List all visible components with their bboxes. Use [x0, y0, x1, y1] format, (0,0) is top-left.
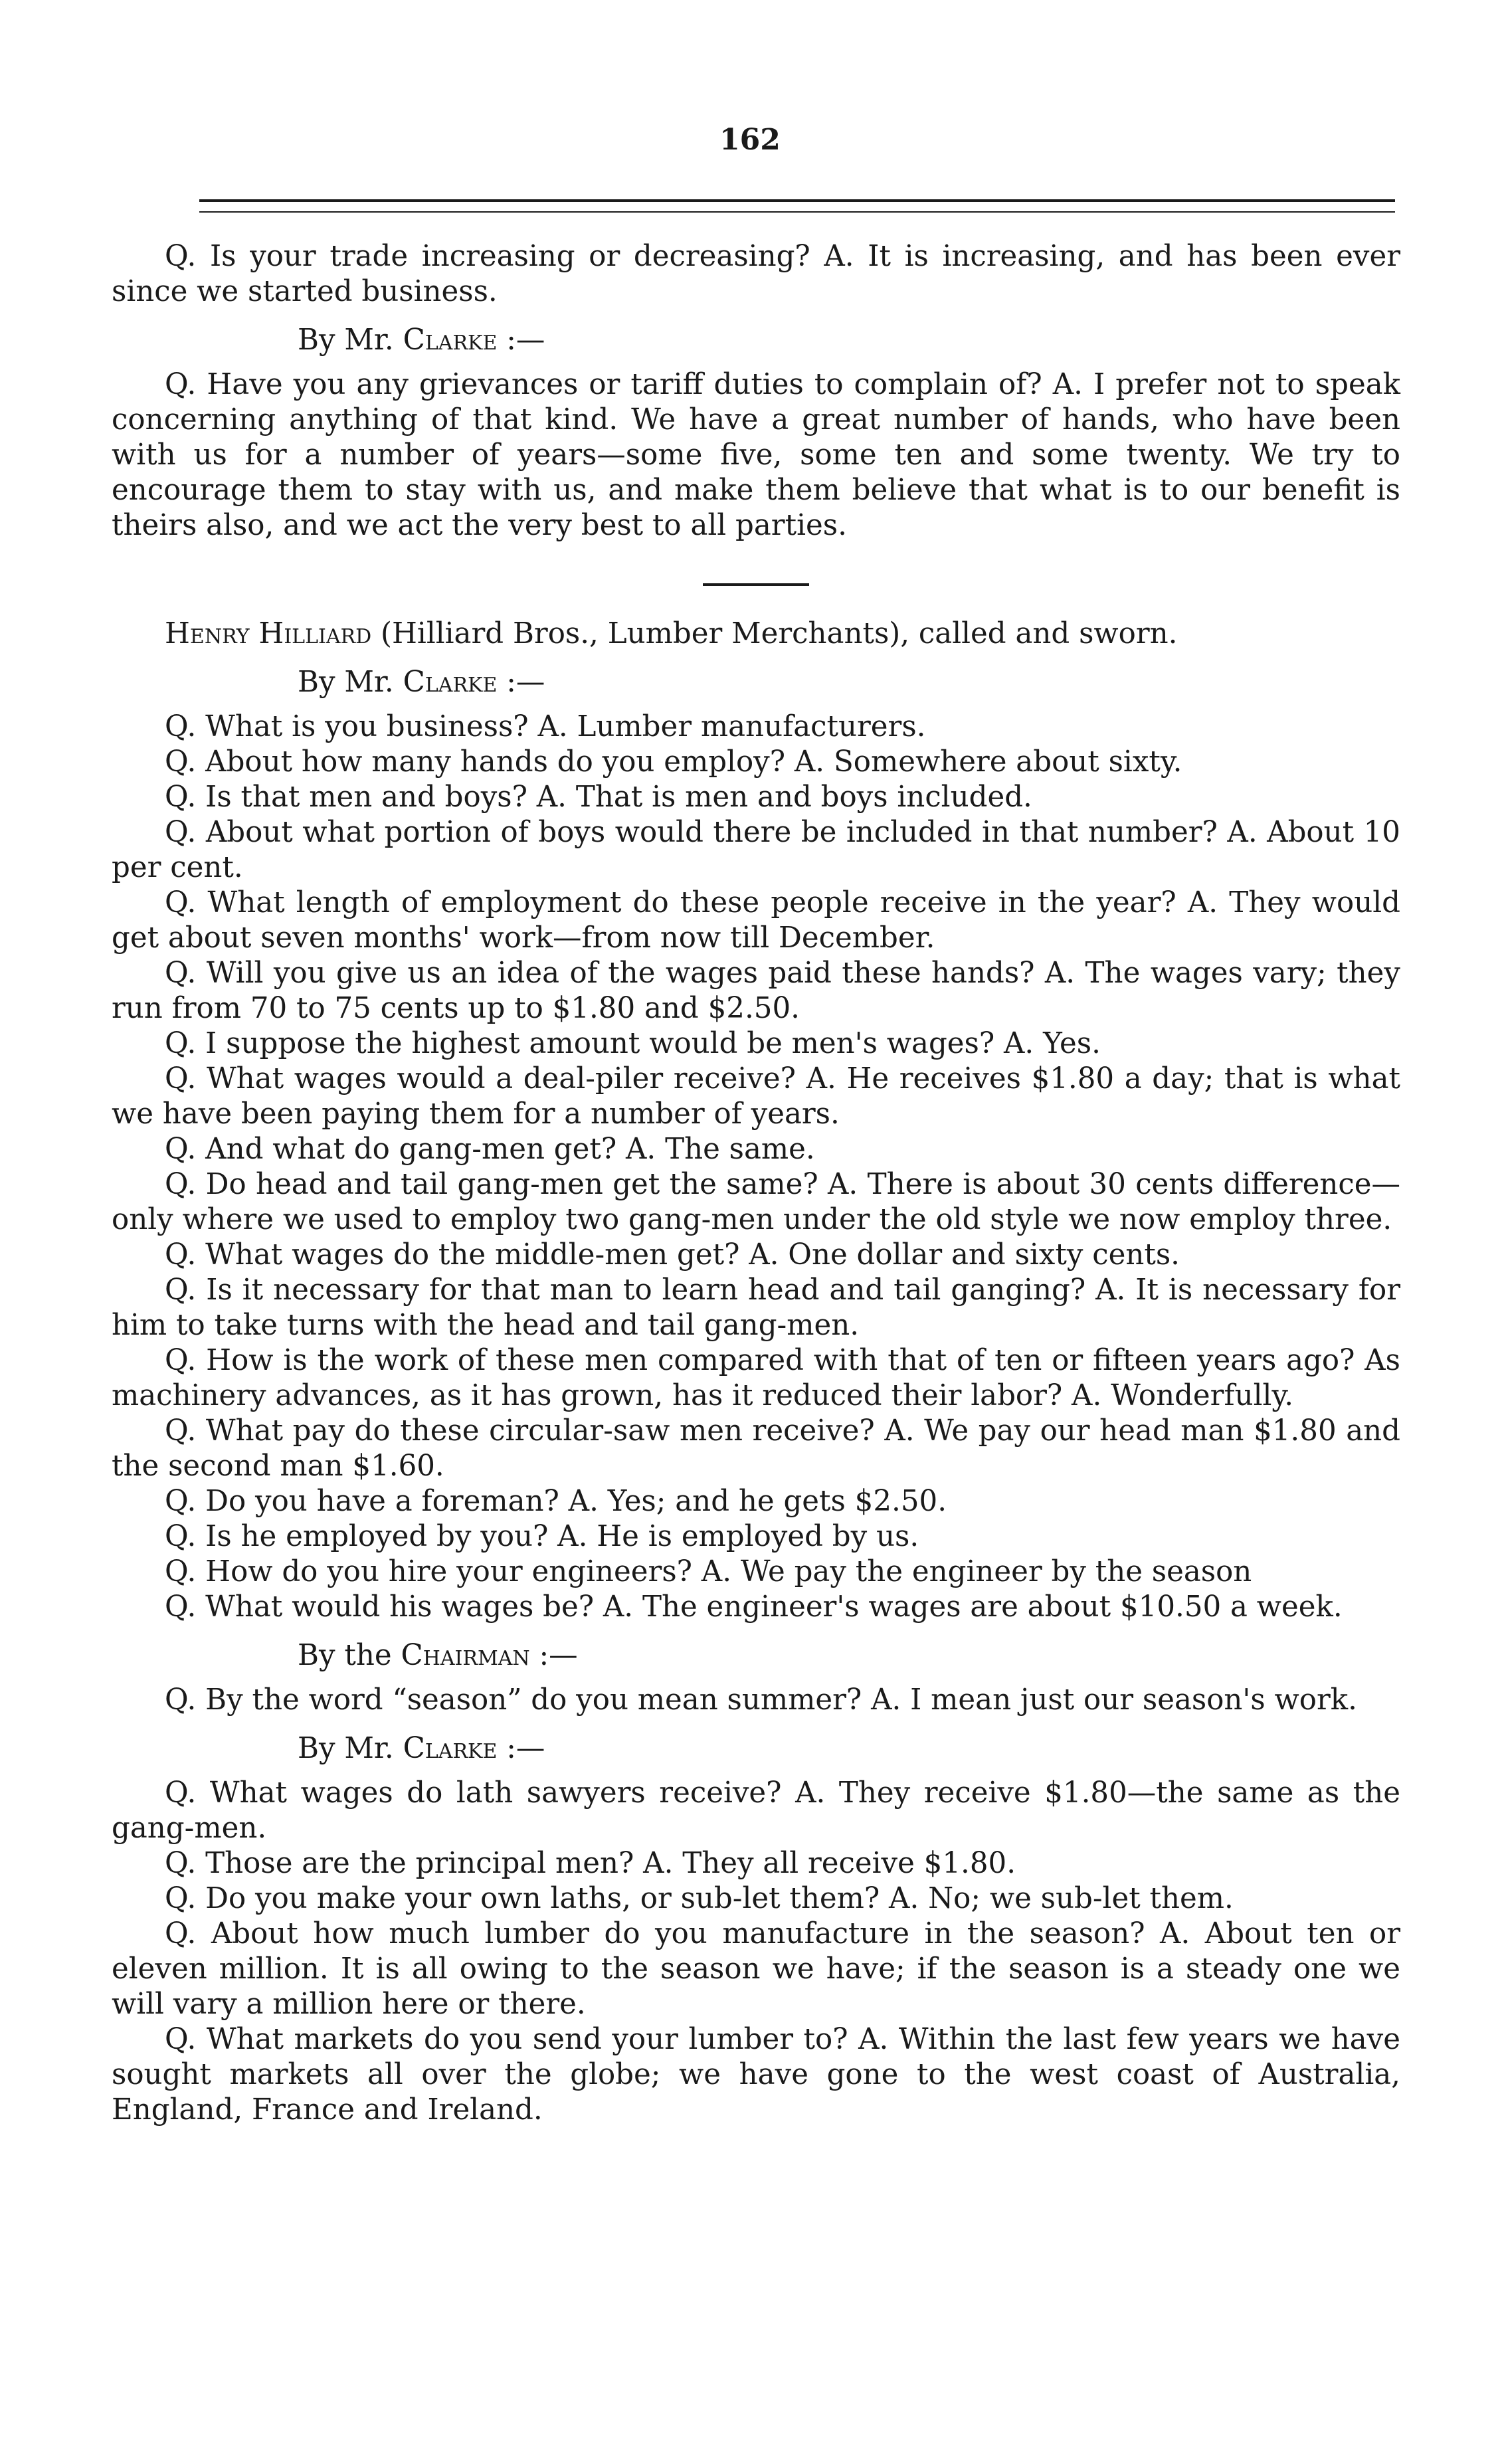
- qa-paragraph: Q. Have you any grievances or tariff duties to complain of? A. I prefer not to speak concerning anything of that kind. We have a great number of hands, who have been with us for a number of years—some five, some ten and some twenty. We try to encourage them to stay with us, and make them believe that what is to our benefit is theirs also, and we act the very best to all parties.: [112, 368, 1400, 542]
- qa-paragraph: Q. About what portion of boys would there be included in that number? A. About 10 per cent.: [112, 816, 1400, 884]
- qa-paragraph: Q. What wages would a deal-piler receive? A. He receives $1.80 a day; that is what we have been paying them for a number of years.: [112, 1062, 1400, 1131]
- qa-paragraph: Q. Do head and tail gang-men get the same? A. There is about 30 cents difference—only where we used to employ two gang-men under the old style we now employ three.: [112, 1168, 1400, 1236]
- section-divider: [703, 583, 809, 586]
- qa-paragraph: Q. What pay do these circular-saw men receive? A. We pay our head man $1.80 and the second man $1.60.: [112, 1414, 1400, 1483]
- qa-paragraph: Q. What would his wages be? A. The engineer's wages are about $10.50 a week.: [165, 1590, 1343, 1624]
- examiner-line: [112, 323, 1400, 358]
- witness-name: Henry Hilliard: [165, 617, 372, 650]
- qa-paragraph: Q. By the word “season” do you mean summer? A. I mean just our season's work.: [165, 1683, 1357, 1717]
- examiner-line: [112, 1638, 1400, 1673]
- qa-paragraph: Q. What wages do lath sawyers receive? A. They receive $1.80—the same as the gang-men.: [112, 1776, 1400, 1845]
- qa-paragraph: Q. I suppose the highest amount would be men's wages? A. Yes.: [165, 1027, 1101, 1060]
- qa-paragraph: Q. How do you hire your engineers? A. We pay the engineer by the season: [165, 1555, 1252, 1588]
- qa-paragraph: Q. Is he employed by you? A. He is employed by us.: [165, 1520, 919, 1553]
- qa-paragraph: Q. About how much lumber do you manufacture in the season? A. About ten or eleven million. It is all owing to the season we have; if the season is a steady one we will vary a million here or there.: [112, 1917, 1400, 2021]
- qa-paragraph: Q. Those are the principal men? A. They all receive $1.80.: [165, 1847, 1016, 1880]
- examiner-prefix: By Mr.: [298, 324, 403, 357]
- qa-paragraph: Q. What length of employment do these people receive in the year? A. They would get about seven months' work—from now till December.: [112, 886, 1400, 955]
- examiner-name: Clarke: [403, 666, 498, 699]
- page-number: 162: [719, 123, 781, 157]
- examiner-prefix: By the: [298, 1639, 401, 1672]
- examiner-prefix: By Mr.: [298, 666, 403, 699]
- header-double-rule: [199, 199, 1395, 213]
- witness-heading: [112, 616, 1400, 652]
- examiner-name: Clarke: [403, 1732, 498, 1765]
- qa-paragraph: Q. What markets do you send your lumber to? A. Within the last few years we have sought markets all over the globe; we have gone to the west coast of Australia, England, France and Ireland.: [112, 2023, 1400, 2127]
- examiner-suffix: :—: [497, 324, 545, 357]
- examiner-name: Chairman: [401, 1639, 530, 1672]
- qa-paragraph: Q. Is that men and boys? A. That is men and boys included.: [165, 781, 1032, 814]
- qa-paragraph: Q. Will you give us an idea of the wages paid these hands? A. The wages vary; they run from 70 to 75 cents up to $1.80 and $2.50.: [112, 957, 1400, 1025]
- witness-description: (Hilliard Bros., Lumber Merchants), called and sworn.: [371, 617, 1178, 650]
- qa-paragraph: Q. How is the work of these men compared with that of ten or fifteen years ago? As machinery advances, as it has grown, has it reduced their labor? A. Wonderfully.: [112, 1344, 1400, 1412]
- testimony-body: [112, 239, 1400, 2128]
- examiner-suffix: :—: [497, 666, 545, 699]
- examiner-name: Clarke: [403, 324, 498, 357]
- qa-paragraph: Q. Is it necessary for that man to learn head and tail ganging? A. It is necessary for him to take turns with the head and tail gang-men.: [112, 1274, 1400, 1342]
- examiner-suffix: :—: [529, 1639, 578, 1672]
- examiner-line: [112, 1731, 1400, 1766]
- examiner-line: [112, 665, 1400, 700]
- qa-paragraph: Q. Do you have a foreman? A. Yes; and he gets $2.50.: [165, 1485, 947, 1518]
- qa-paragraph: Q. And what do gang-men get? A. The same.: [165, 1133, 815, 1166]
- qa-paragraph: Q. About how many hands do you employ? A. Somewhere about sixty.: [165, 745, 1182, 779]
- qa-paragraph: Q. What is you business? A. Lumber manufacturers.: [165, 710, 926, 743]
- qa-paragraph: Q. Is your trade increasing or decreasing? A. It is increasing, and has been ever since we started business.: [112, 240, 1400, 308]
- qa-paragraph: Q. Do you make your own laths, or sub-let them? A. No; we sub-let them.: [165, 1882, 1234, 1915]
- examiner-suffix: :—: [497, 1732, 545, 1765]
- qa-paragraph: Q. What wages do the middle-men get? A. One dollar and sixty cents.: [165, 1238, 1180, 1272]
- examiner-prefix: By Mr.: [298, 1732, 403, 1765]
